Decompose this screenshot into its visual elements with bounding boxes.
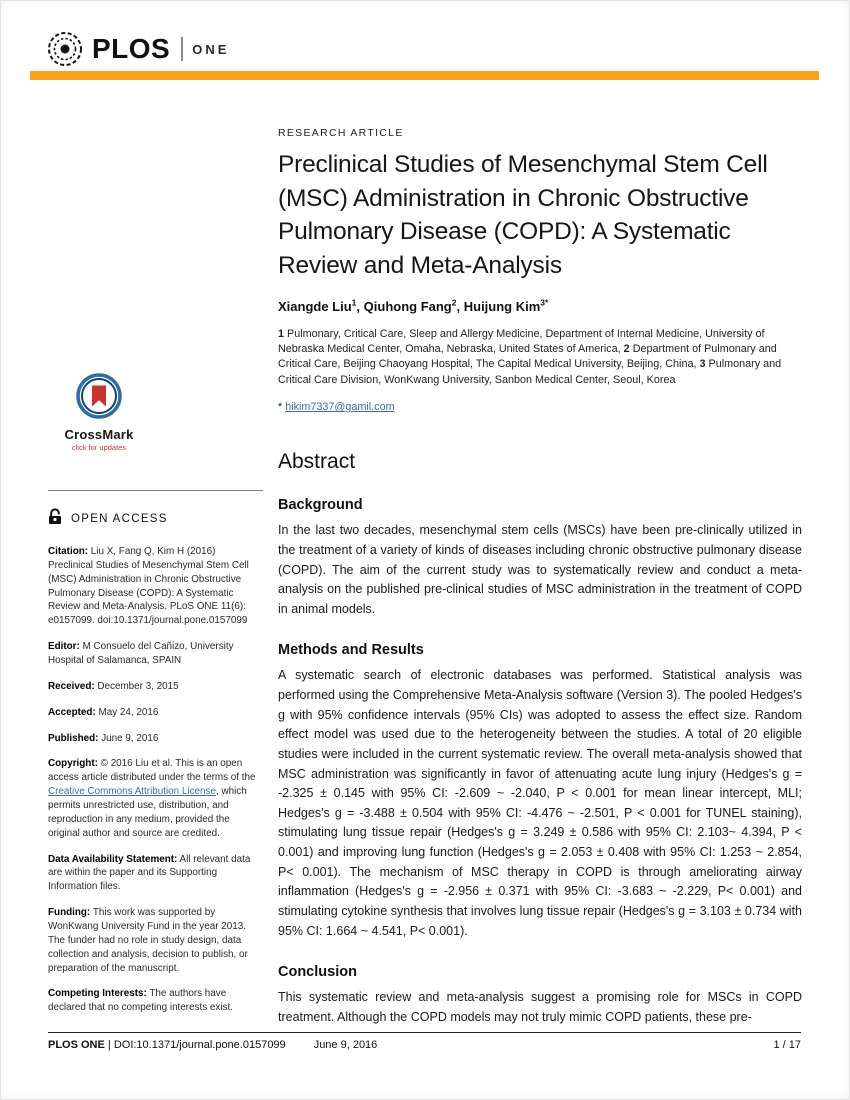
author: Xiangde Liu$^1$, <box>278 297 361 314</box>
one-wordmark: ONE <box>192 41 230 57</box>
corresponding-marker: * <box>278 401 283 414</box>
affiliations: 1 Pulmonary, Critical Care, Sleep and Allergy Medicine, Department of Internal Medicine, University of Nebraska Medical Center, Omaha, Nebraska, United States of America, 2 Department of Pulmonary and Critical Care, Beijing Chaoyang Hospital, The Capital Medical University, Beijing, China, 3 Pulmonary and Critical Care Division, WonKwang University, Sanbon Medical Center, Seoul, Korea <box>278 327 782 386</box>
footer-citation: PLOS ONE | DOI:10.1371/journal.pone.0157099 June 9, 2016 <box>48 1039 378 1051</box>
brand-accent-bar <box>30 71 819 80</box>
competing-interests-block: Competing Interests: The authors have declared that no competing interests exist. <box>48 988 233 1014</box>
logo-divider <box>181 37 183 61</box>
copyright-block: Copyright: © 2016 Liu et al. This is an open access article distributed under the terms of the Creative Commons Attribution License, which permits unrestricted use, distribution, and reproduction in any medium, provided the original author and source are credited. <box>48 758 256 839</box>
received-block: Received: December 3, 2015 <box>48 680 179 692</box>
crossmark-tagline: click for updates <box>71 443 127 452</box>
footer-divider <box>48 1032 801 1033</box>
corresponding-author-line <box>278 401 802 413</box>
footer-journal: PLOS ONE <box>48 1039 105 1051</box>
article-type-kicker: RESEARCH ARTICLE <box>278 127 404 139</box>
crossmark-icon <box>75 407 123 424</box>
conclusion-text: This systematic review and meta-analysis suggest a promising role for MSCs in COPD treatment. Although the COPD models may not truly mimic COPD patients, these pre- <box>278 990 802 1024</box>
open-lock-icon <box>48 508 62 530</box>
published-block: Published: June 9, 2016 <box>48 732 159 744</box>
data-availability-block: Data Availability Statement: All relevant data are within the paper and its Supporting Information files. <box>48 853 251 893</box>
sidebar-divider <box>48 490 263 491</box>
author: Qiuhong Fang$^2$, <box>363 297 461 314</box>
citation-block: Citation: Liu X, Fang Q, Kim H (2016) Preclinical Studies of Mesenchymal Stem Cell (MSC) Administration in Chronic Obstructive Pulmonary Disease (COPD): A Systematic Review and Meta-Analysis. PLoS ONE 11(6): e0157099. doi:10.1371/journal.pone.0157099 <box>48 546 249 627</box>
editor-block: Editor: M Consuelo del Cañizo, University Hospital of Salamanca, SPAIN <box>48 641 234 667</box>
abstract-heading: Abstract <box>278 450 356 474</box>
article-title: Preclinical Studies of Mesenchymal Stem Cell (MSC) Administration in Chronic Obstructive Pulmonary Disease (COPD): A Systematic Review and Meta-Analysis <box>278 151 768 279</box>
page-footer <box>48 1039 801 1051</box>
section-heading-conclusion: Conclusion <box>278 964 357 981</box>
accepted-block: Accepted: May 24, 2016 <box>48 706 159 718</box>
open-access-badge <box>48 508 263 530</box>
section-heading-methods-results: Methods and Results <box>278 642 424 659</box>
background-text: In the last two decades, mesenchymal stem cells (MSCs) have been pre-clinically utilized in the treatment of a variety of kinds of diseases including chronic obstructive pulmonary disease (COPD). The aim of the current study was to systematically review and conduct a meta-analysis on the published pre-clinical studies of MSC administration in the treatment of COPD in animal models. <box>278 523 802 616</box>
plos-wordmark: PLOS <box>92 33 171 64</box>
plos-logo <box>46 30 229 68</box>
email-link[interactable]: hikim7337@gamil.com <box>285 401 395 414</box>
crossmark-badge[interactable] <box>56 372 142 452</box>
article-body <box>278 127 802 1027</box>
open-access-label: OPEN ACCESS <box>71 513 168 525</box>
methods-results-text: A systematic search of electronic databases was performed. Statistical analysis was performed using the Comprehensive Meta-Analysis software (Version 3). The pooled Hedges's g with 95% confidence intervals (95% CIs) was adopted to assess the effect size. Random effect model was used due to the heterogeneity between the studies. A total of 20 eligible studies were included in the current systematic review. The overall meta-analysis showed that MSC administration was significantly in favor of attenuating acute lung injury (Hedges's g = -2.325 ± 0.145 with 95% CI: -2.609 ~ -2.040, P < 0.001 for mean linear intercept, MLI; Hedges's g = -3.488 ± 0.504 with 95% CI: -4.476 ~ -2.501, P < 0.001 for TUNEL staining), stimulating lung tissue repair (Hedges's g = 3.249 ± 0.586 with 95% CI: 2.103~ 4.394, P < 0.001) and improving lung function (Hedges's g = 2.053 ± 0.408 with 95% CI: 1.253 ~ 2.854, P< 0.001). The mechanism of MSC therapy in COPD is through ameliorating airway inflammation (Hedges's g = -2.956 ± 0.371 with 95% CI: -3.683 ~ -2.229, P< 0.001) and stimulating cytokine synthesis that involves lung tissue repair (Hedges's g = 3.103 ± 0.734 with 95% CI: 1.664 ~ 4.541, P< 0.001). <box>278 668 802 938</box>
page-number: 1 / 17 <box>773 1039 801 1051</box>
author-list <box>278 297 802 313</box>
author: Huijung Kim$^{3*}$ <box>463 297 549 314</box>
cc-license-link[interactable]: Creative Commons Attribution License <box>48 786 216 798</box>
sidebar <box>48 372 263 1015</box>
plos-globe-icon <box>46 30 84 68</box>
crossmark-label: CrossMark <box>64 427 134 442</box>
section-heading-background: Background <box>278 497 363 514</box>
footer-date: June 9, 2016 <box>313 1039 378 1051</box>
funding-block: Funding: This work was supported by WonKwang University Fund in the year 2013. The funder had no role in study design, data collection and analysis, decision to publish, or preparation of the manuscript. <box>48 907 248 974</box>
